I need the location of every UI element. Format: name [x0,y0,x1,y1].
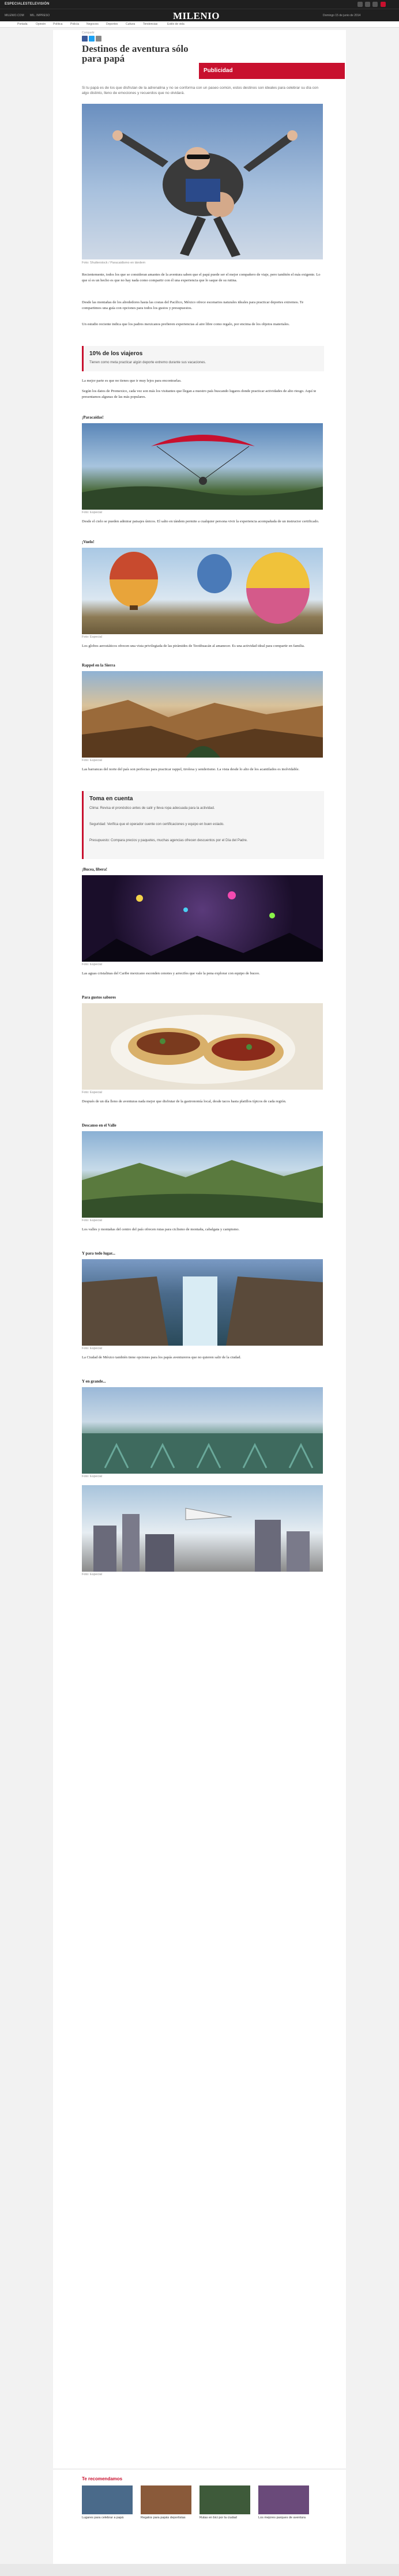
share-label: Compartir [82,31,95,35]
hero-photo [82,104,323,259]
photo-caption: Foto: Shutterstock / Paracaidismo en tándem [82,261,146,265]
paragraph: Las barrancas del norte del país son perfectas para practicar rappel, tirolesa y senderismo. La vista desde lo alto de los acantilados es inolvidable. [82,767,300,771]
facebook-icon[interactable] [357,2,363,7]
section-subhead: Rappel en la Sierra [82,663,115,668]
link-impreso[interactable]: MIL. IMPRESO [30,14,50,17]
section-subhead: Y en grande... [82,1379,106,1384]
section-subhead: ¡Bucea, libera! [82,867,107,872]
email-share-icon[interactable] [96,36,101,42]
subnav-item[interactable]: Deportes [106,22,118,26]
tips-line: Seguridad: Verifica que el operador cuente con certificaciones y equipo en buen estado. [89,823,224,826]
related-title: Te recomendamos [82,2476,123,2481]
article-title: Destinos de aventura sólo para papá [82,43,189,64]
related-section [53,2469,346,2564]
photo-caption: Foto: Especial [82,511,102,514]
photo-caption: Foto: Especial [82,963,102,966]
search-icon[interactable] [381,2,386,7]
balloons-photo [82,548,323,634]
stat-box-text: Tienen como meta practicar algún deporte extremo durante sus vacaciones. [89,361,206,364]
subnav-item[interactable]: Política [53,22,63,26]
subnav-item[interactable]: Opinión [36,22,46,26]
section-subhead: Descanso en el Valle [82,1123,116,1128]
subnav-item[interactable]: Estilo de vida [167,22,185,26]
facebook-share-icon[interactable] [82,36,88,42]
section-subhead: Y para todo lugar... [82,1251,115,1256]
top-bar [0,0,399,9]
related-headline[interactable]: Los mejores parques de aventura [258,2516,306,2519]
nav-television[interactable]: TELEVISIÓN [28,2,50,6]
photo-caption: Foto: Especial [82,759,102,762]
twitter-share-icon[interactable] [89,36,95,42]
tips-box [82,791,324,859]
subnav-item[interactable]: Tendencias [143,22,158,26]
subnav-item[interactable]: Policía [70,22,80,26]
article-container [53,30,346,2564]
paragraph: La mejor parte es que no tienes que ir muy lejos para encontrarlas. [82,379,182,383]
photo-caption: Foto: Especial [82,1091,102,1094]
paragraph: Las aguas cristalinas del Caribe mexicano esconden cenotes y arrecifes que vale la pena explorar con equipo de buceo. [82,971,260,976]
related-headline[interactable]: Lugares para celebrar a papá [82,2516,124,2519]
related-card[interactable] [258,2485,309,2520]
related-headline[interactable]: Rutas en bici por la ciudad [200,2516,237,2519]
section-subhead: ¡Vuelo! [82,540,95,544]
related-thumb[interactable] [82,2485,133,2514]
related-thumb[interactable] [141,2485,191,2514]
food-photo [82,1003,323,1090]
subnav-item[interactable]: Cultura [126,22,135,26]
paragliding-photo [82,423,323,510]
section-subhead: ¡Paracaídas! [82,415,104,420]
stat-box-title: 10% de los viajeros [89,351,143,357]
ad-banner-label: Publicidad [204,67,233,74]
related-card[interactable] [200,2485,250,2520]
paragraph: Un estudio reciente indica que los padres mexicanos prefieren experiencias al aire libre como regalo, por encima de los objetos materiales. [82,322,290,326]
waterfall-illustration [82,1259,323,1346]
section-nav [0,21,399,28]
section-subhead: Para gustos sabores [82,995,116,1000]
photo-caption: Foto: Especial [82,1475,102,1478]
related-card[interactable] [82,2485,133,2520]
related-card[interactable] [141,2485,191,2520]
tips-line: Presupuesto: Compara precios y paquetes, muchas agencias ofrecen descuentos por el Día del Padre. [89,839,248,842]
related-thumb[interactable] [200,2485,250,2514]
photo-caption: Foto: Especial [82,635,102,639]
valley-illustration [82,1131,323,1218]
balloons-illustration [82,548,323,634]
agave-illustration [82,1387,323,1474]
related-thumb[interactable] [258,2485,309,2514]
paragraph: Recientemente, todos los que se consideran amantes de la aventura saben que el papá puede ser el mejor compañero de viaje, pero también el más exigente. Lo que sí es un hecho es que no hay nada como compartir con él una experiencia que lo saque de su rutina. [82,273,321,283]
photo-caption: Foto: Especial [82,1347,102,1350]
date-text: Domingo 15 de junio de 2014 [323,14,361,17]
valley-photo [82,1131,323,1218]
tips-line: Clima: Revisa el pronóstico antes de salir y lleva ropa adecuada para la actividad. [89,807,215,810]
subnav-item[interactable]: Portada [17,22,28,26]
photo-caption: Foto: Especial [82,1573,102,1576]
paragraph: Desde el cielo se pueden admirar paisajes únicos. El salto en tándem permite a cualquier persona vivir la experiencia acompañada de un instructor certificado. [82,519,319,524]
city-photo [82,1485,323,1572]
city-illustration [82,1485,323,1572]
waterfall-photo [82,1259,323,1346]
twitter-icon[interactable] [365,2,370,7]
nightlife-photo [82,875,323,962]
ad-banner[interactable] [199,63,345,79]
skydivers-illustration [82,104,323,259]
stat-box [82,346,324,371]
paragraph: Los valles y montañas del centro del país ofrecen rutas para ciclismo de montaña, cabalgata y campismo. [82,1227,240,1231]
paragraph: Después de un día lleno de aventuras nada mejor que disfrutar de la gastronomía local, desde tacos hasta platillos típicos de cada región. [82,1099,287,1104]
related-headline[interactable]: Regalos para papás deportistas [141,2516,186,2519]
subnav-item[interactable]: Negocios [86,22,99,26]
canyon-illustration [82,671,323,758]
logo-row [0,9,399,21]
canyon-photo [82,671,323,758]
link-milenio-com[interactable]: MILENIO.COM [5,14,24,17]
tips-box-title: Toma en cuenta [89,796,133,802]
paragraph: Desde las montañas de los alrededores hasta las costas del Pacífico, México ofrece escenarios naturales ideales para practicar deportes extremos. Te compartimos una guía con opciones para todos los gustos y presupuestos. [82,300,304,310]
site-logo[interactable]: MILENIO [173,10,220,21]
paraglider-illustration [82,423,323,510]
article-lead: Si tu papá es de los que disfrutan de la adrenalina y no se conforma con un paseo común, estos destinos son ideales para celebrar su día con algo distinto, lleno de emociones y recuerdos que no olvidará. [82,86,319,95]
photo-caption: Foto: Especial [82,1219,102,1222]
agave-photo [82,1387,323,1474]
page-footer [0,2564,399,2576]
user-icon[interactable] [372,2,378,7]
paragraph: La Ciudad de México también tiene opciones para los papás aventureros que no quieren salir de la ciudad. [82,1355,242,1359]
tacos-illustration [82,1003,323,1090]
paragraph: Los globos aerostáticos ofrecen una vista privilegiada de las pirámides de Teotihuacán al amanecer. Es una actividad ideal para compartir en familia. [82,644,305,648]
nav-especiales[interactable]: ESPECIALES [5,2,28,6]
paragraph: Según los datos de Promexico, cada vez son más los visitantes que llegan a nuestro país buscando lugares donde practicar actividades de alto riesgo. Aquí te presentamos algunas de las más populares. [82,389,317,399]
lights-illustration [82,875,323,962]
